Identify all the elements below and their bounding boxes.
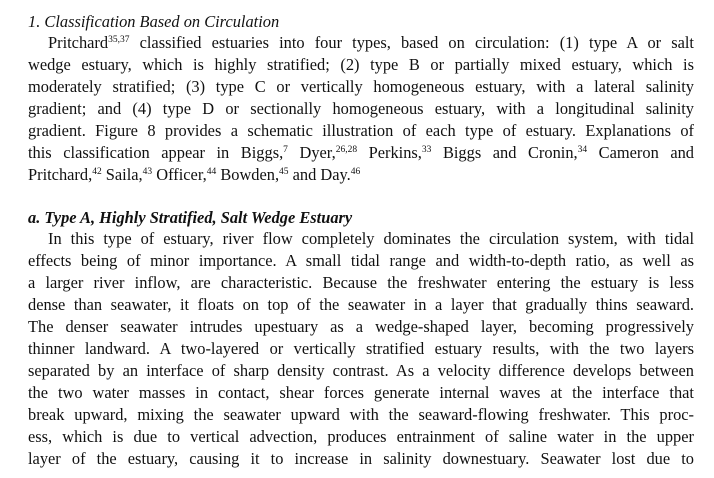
- paragraph-line: [28, 164, 694, 186]
- paragraph-line: wedge estuary, which is highly stratified; (2) type B or partially mixed estuary, which is: [28, 55, 694, 74]
- text-run: Pritchard: [48, 33, 109, 52]
- text-run: Dyer,: [287, 143, 336, 162]
- citation-superscript: 43: [142, 167, 153, 177]
- paragraph-line: thinner landward. A two-layered or vertically stratified estuary results, with the two layers: [28, 339, 694, 358]
- text-run: this classification appear in Biggs,: [28, 143, 284, 162]
- text-run: Officer,: [152, 165, 207, 184]
- text-run: and Day.: [288, 165, 351, 184]
- section-spacer: [28, 186, 694, 208]
- paragraph-line: gradient. Figure 8 provides a schematic illustration of each type of estuary. Explanations of: [28, 121, 694, 140]
- paragraph-line: dense than seawater, it floats on top of the seawater in a layer that gradually thins seaward.: [28, 295, 694, 314]
- citation-superscript: 26,28: [335, 145, 358, 155]
- paragraph-line: break upward, mixing the seawater upward with the seaward-flowing freshwater. This proc-: [28, 405, 694, 424]
- paragraph-line: In this type of estuary, river flow completely dominates the circulation system, with tidal: [48, 229, 694, 248]
- text-run: Pritchard,: [28, 165, 93, 184]
- citation-superscript: 46: [350, 167, 361, 177]
- paragraph-line: moderately stratified; (3) type C or vertically homogeneous estuary, with a lateral salinity: [28, 77, 694, 96]
- paragraph-line: [28, 142, 694, 164]
- section-heading-classification: 1. Classification Based on Circulation: [28, 12, 280, 31]
- document-page: [28, 12, 694, 470]
- paragraph-line: effects being of minor importance. A small tidal range and width-to-depth ratio, as well as: [28, 251, 694, 270]
- citation-superscript: 45: [279, 167, 289, 177]
- citation-superscript: 33: [421, 145, 432, 155]
- text-run: Cameron and: [587, 143, 694, 162]
- paragraph-classification: [28, 32, 694, 186]
- section-heading-type-a: a. Type A, Highly Stratified, Salt Wedge Estuary: [28, 208, 353, 227]
- citation-superscript: 35,37: [108, 35, 130, 45]
- citation-superscript: 34: [577, 145, 588, 155]
- text-run: Perkins,: [357, 143, 422, 162]
- citation-superscript: 44: [206, 167, 217, 177]
- text-run: Saila,: [101, 165, 143, 184]
- text-run: classified estuaries into four types, based on circulation: (1) type A or salt: [129, 33, 694, 52]
- paragraph-type-a: [28, 228, 694, 470]
- paragraph-line: gradient; and (4) type D or sectionally homogeneous estuary, with a longitudinal salinity: [28, 99, 694, 118]
- paragraph-line: layer of the estuary, causing it to increase in salinity downestuary. Seawater lost due to: [28, 449, 694, 468]
- paragraph-line: The denser seawater intrudes upestuary as a wedge-shaped layer, becoming progressively: [28, 317, 694, 336]
- paragraph-line: [28, 32, 694, 54]
- paragraph-line: ess, which is due to vertical advection, produces entrainment of saline water in the upper: [28, 427, 694, 446]
- paragraph-line: separated by an interface of sharp density contrast. As a velocity difference develops between: [28, 361, 694, 380]
- paragraph-line: the two water masses in contact, shear forces generate internal waves at the interface that: [28, 383, 694, 402]
- text-run: Bowden,: [216, 165, 280, 184]
- text-run: Biggs and Cronin,: [431, 143, 578, 162]
- paragraph-line: a larger river inflow, are characteristic. Because the freshwater entering the estuary is less: [28, 273, 694, 292]
- citation-superscript: 7: [283, 145, 288, 155]
- citation-superscript: 42: [92, 167, 102, 177]
